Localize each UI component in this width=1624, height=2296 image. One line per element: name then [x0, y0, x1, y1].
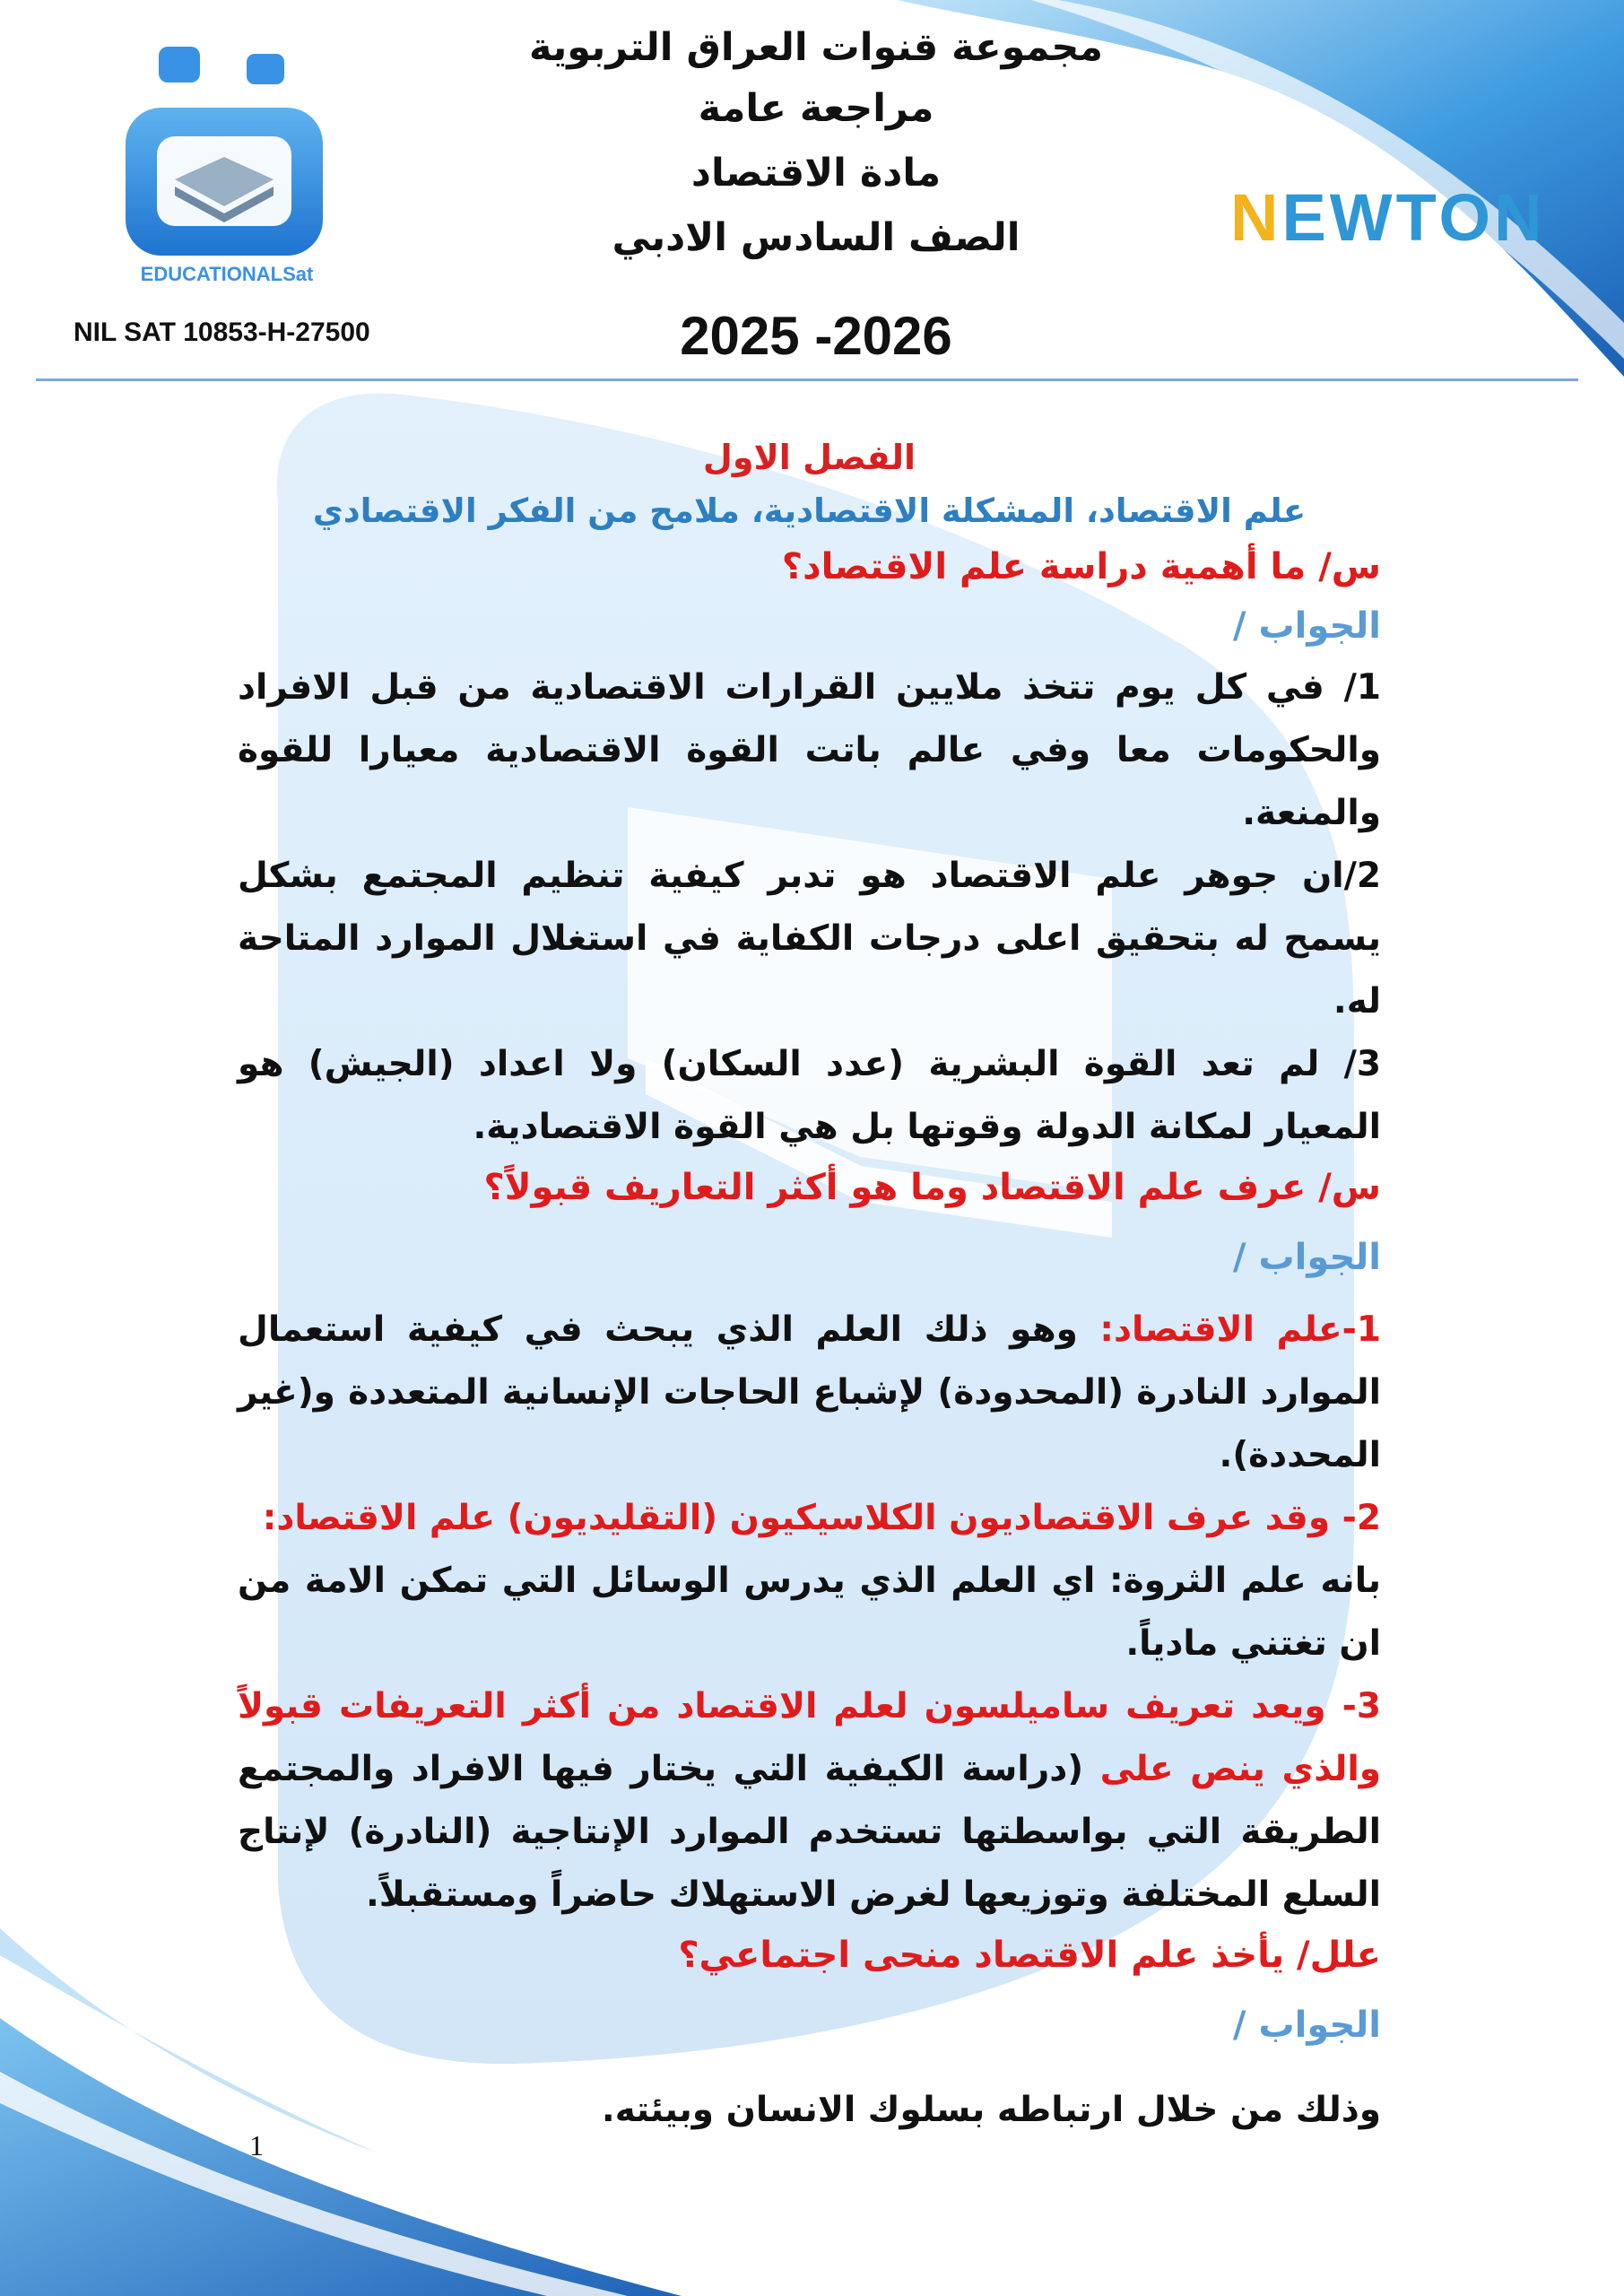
term-economics: 1-علم الاقتصاد: — [1077, 1309, 1381, 1350]
chapter-subtitle: علم الاقتصاد، المشكلة الاقتصادية، ملامح من الفكر الاقتصادي — [312, 491, 1307, 530]
spacer — [238, 1288, 1381, 1299]
nilsat-frequency: NIL SAT 10853-H-27500 — [74, 317, 370, 347]
answer-label-2: الجواب / — [1232, 1237, 1381, 1278]
answer-2-point-3 — [238, 1675, 1381, 1926]
academic-year: 2025 -2026 — [680, 306, 952, 366]
samuelson-heading: 3- ويعد تعريف ساميلسون لعلم الاقتصاد من أكثر التعريفات قبولاً والذي ينص على — [238, 1686, 1381, 1789]
header-title-line-1: مجموعة قنوات العراق التربوية — [529, 25, 1103, 70]
answer-1-point-2: 2/ان جوهر علم الاقتصاد هو تدبر كيفية تنظيم المجتمع بشكل يسمح له بتحقيق اعلى درجات الكفاية في استغلال الموارد المتاحة له. — [238, 856, 1381, 1022]
answer-2-point-2-text: بانه علم الثروة: اي العلم الذي يدرس الوسائل التي تمكن الامة من ان تغتني مادياً. — [238, 1561, 1381, 1664]
main-content — [238, 430, 1381, 2142]
newton-logo — [1230, 179, 1546, 256]
chapter-title: الفصل الاول — [702, 438, 916, 477]
header-divider — [36, 378, 1578, 381]
answer-label-1: الجواب / — [1232, 605, 1381, 647]
spacer — [238, 1216, 1381, 1227]
newton-logo-rest: EWTON — [1281, 180, 1546, 255]
spacer — [238, 1984, 1381, 1995]
answer-2-point-2-heading: 2- وقد عرف الاقتصاديون الكلاسيكيون (التقليديون) علم الاقتصاد: — [262, 1498, 1381, 1538]
answer-1-point-3: 3/ لم تعد القوة البشرية (عدد السكان) ولا اعداد (الجيش) هو المعيار لمكانة الدولة وقوتها بل هي القوة الاقتصادية. — [238, 1044, 1381, 1147]
definition-economics: وهو ذلك العلم الذي يبحث في كيفية استعمال الموارد النادرة (المحدودة) لإشباع الحاجات الإنسانية المتعددة و(غير المحددة). — [238, 1309, 1381, 1475]
answer-3-text: وذلك من خلال ارتباطه بسلوك الانسان وبيئته. — [601, 2090, 1381, 2130]
spacer — [238, 2056, 1381, 2079]
question-2: س/ عرف علم الاقتصاد وما هو أكثر التعاريف قبولاً؟ — [483, 1167, 1381, 1208]
question-3: علل/ يأخذ علم الاقتصاد منحى اجتماعي؟ — [678, 1935, 1381, 1976]
question-1: س/ ما أهمية دراسة علم الاقتصاد؟ — [781, 546, 1381, 587]
answer-1-point-1: 1/ في كل يوم تتخذ ملايين القرارات الاقتصادية من قبل الافراد والحكومات معا وفي عالم باتت القوة الاقتصادية معيارا للقوة والمنعة. — [238, 667, 1381, 833]
educational-logo — [121, 45, 354, 291]
header-title-line-2: مراجعة عامة — [698, 86, 934, 131]
answer-2-point-1 — [238, 1299, 1381, 1487]
svg-text:EDUCATIONALSat: EDUCATIONALSat — [140, 263, 314, 285]
answer-label-3: الجواب / — [1232, 2005, 1381, 2046]
header-title-line-4: الصف السادس الادبي — [612, 215, 1020, 260]
page-number: 1 — [249, 2129, 264, 2161]
samuelson-definition: (دراسة الكيفية التي يختار فيها الافراد والمجتمع الطريقة التي بواسطتها تستخدم الموارد الإنتاجية (النادرة) لإنتاج السلع المختلفة وتوزيعها لغرض الاستهلاك حاضراً ومستقبلاً. — [238, 1749, 1381, 1915]
header-title-line-3: مادة الاقتصاد — [690, 151, 942, 196]
newton-logo-n: N — [1230, 180, 1282, 255]
header — [0, 0, 1624, 386]
